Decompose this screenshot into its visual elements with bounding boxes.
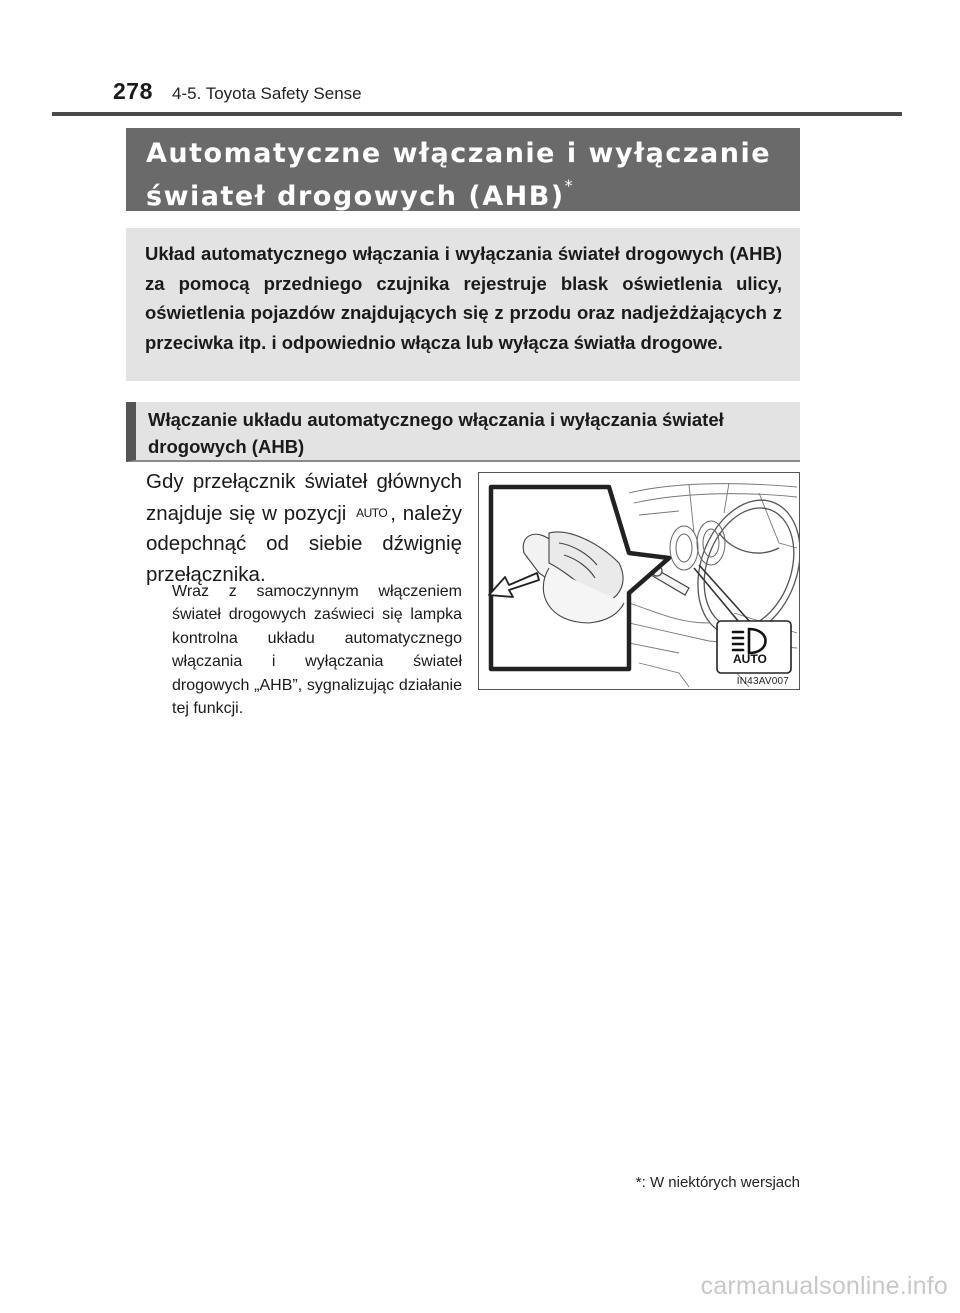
title-box [126,128,800,211]
indicator-label: AUTO [733,652,767,666]
header-rule [52,112,902,116]
gauges [670,521,725,570]
callout-lines [694,565,751,628]
main-instruction [146,467,462,590]
instruction-text-before: Gdy przełącznik świateł głównych znajduje się w pozycji [146,470,462,525]
title-marker: * [564,176,575,195]
title-line-2 [146,172,780,215]
illustration-code: IN43AV007 [736,676,789,687]
section-label: 4-5. Toyota Safety Sense [172,84,362,103]
watermark: carmanualsonline.info [700,1272,948,1300]
intro-box: Układ automatycznego włączania i wyłączania świateł drogowych (AHB) za pomocą przedniego czujnika rejestruje blask oświetlenia ulicy, oświetlenia pojazdów znajdujących się z przodu oraz nadjeżdżających z przeciwka itp. i odpowiednio włącza lub wyłącza światła drogowe. [126,228,800,381]
instruction-text-after: , należy odepchnąć od siebie dźwignię przełącznika. [146,501,462,586]
page-number: 278 [113,78,153,104]
title-line-2-text: świateł drogowych (AHB) [146,181,565,212]
note-text: Wraz z samoczynnym włączeniem świateł drogowych zaświeci się lampka kontrolna układu automatycznego włączania i wyłączania świateł drogowych „AHB”, sygnalizując działanie tej funkcji. [172,583,462,718]
footnote [636,1174,800,1191]
footnote-text: : W niektórych wersjach [641,1174,800,1191]
auto-symbol: AUTO [356,505,388,520]
title-line-1: Automatyczne włączanie i wyłączanie [146,138,772,169]
sub-heading: Włączanie układu automatycznego włączania i wyłączania świateł drogowych (AHB) [126,402,800,462]
footnote-marker: * [635,1174,642,1191]
illustration [478,472,800,690]
